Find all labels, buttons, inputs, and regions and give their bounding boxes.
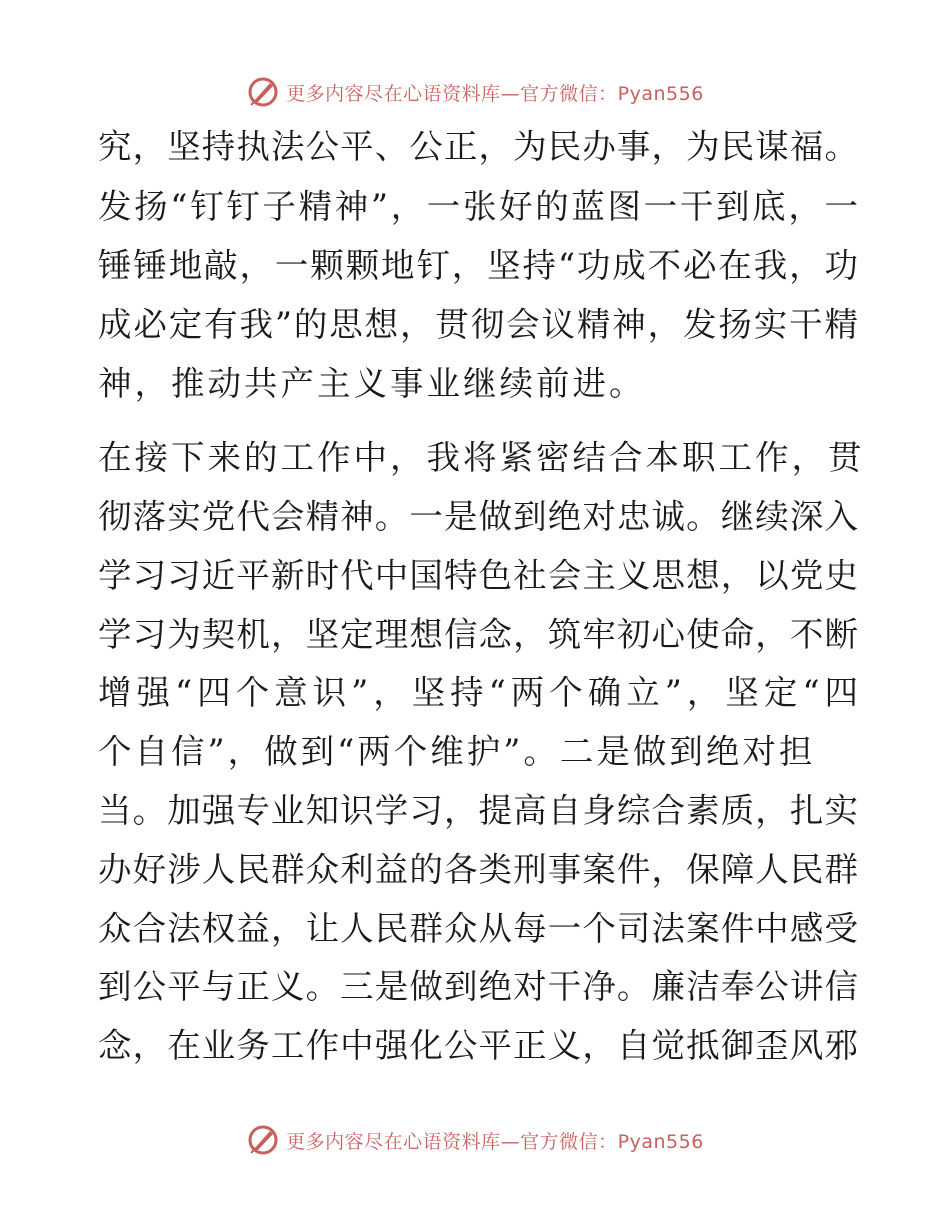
text-line: 念，在业务工作中强化公平正义，自觉抵御歪风邪 xyxy=(98,1026,858,1065)
text-line: 究，坚持执法公平、公正，为民办事，为民谋福。 xyxy=(98,127,858,166)
footer-watermark-text: 更多内容尽在心语资料库—官方微信：Pyan556 xyxy=(286,1130,704,1153)
footer-watermark-banner xyxy=(0,1120,950,1160)
text-line: 成必定有我”的思想，贯彻会议精神，发扬实干精 xyxy=(98,305,858,344)
text-line: 彻落实党代会精神。一是做到绝对忠诚。继续深入 xyxy=(98,497,858,536)
text-line: 增强“四个意识”，坚持“两个确立”，坚定“四 xyxy=(98,673,858,712)
header-watermark-text: 更多内容尽在心语资料库—官方微信：Pyan556 xyxy=(286,82,704,105)
header-watermark-banner xyxy=(0,72,950,112)
quill-logo-icon xyxy=(246,1123,280,1157)
text-line: 发扬“钉钉子精神”，一张好的蓝图一干到底，一 xyxy=(98,187,858,226)
text-line: 办好涉人民群众利益的各类刑事案件，保障人民群 xyxy=(98,850,858,889)
text-line: 神，推动共产主义事业继续前进。 xyxy=(98,364,646,403)
text-line: 学习习近平新时代中国特色社会主义思想，以党史 xyxy=(98,556,858,595)
text-line: 众合法权益，让人民群众从每一个司法案件中感受 xyxy=(98,909,858,948)
text-line: 个自信”，做到“两个维护”。二是做到绝对担 xyxy=(98,732,816,771)
text-line: 在接下来的工作中，我将紧密结合本职工作，贯 xyxy=(98,438,865,477)
text-line: 到公平与正义。三是做到绝对干净。廉洁奉公讲信 xyxy=(98,967,858,1006)
text-line: 学习为契机，坚定理想信念，筑牢初心使命，不断 xyxy=(98,615,858,654)
text-line: 当。加强专业知识学习，提高自身综合素质，扎实 xyxy=(98,791,858,830)
text-line: 锤锤地敲，一颗颗地钉，坚持“功成不必在我，功 xyxy=(98,246,858,285)
quill-logo-icon xyxy=(246,75,280,109)
